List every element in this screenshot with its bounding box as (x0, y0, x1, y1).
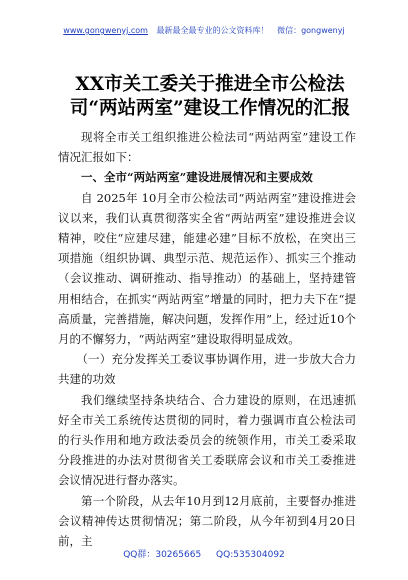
header-separator-2 (272, 26, 275, 35)
qq-number: QQ:535304092 (216, 550, 285, 560)
body-paragraph: 自 2025年 10月全市公检法司“两站两室”建设推进会议以来，我们认真贯彻落实全省“两站两室”建设推进会议精神，咬住“应建尽建，能建必建”目标不放松，在突出三项措施（组织协调、典型示范、规范运作）、抓实三个推动（会议推动、调研推动、指导推动）的基础上，坚持建管用相结合，在抓实“两站两室”增量的同时，把力夫下在“提高质量，完善措施，解决问题，发挥作用”上，经过近10个月的不懈努力，“两站两室”建设取得明显成效。 (58, 190, 356, 347)
site-link[interactable]: www.gongwenyj.com (63, 26, 148, 35)
body-paragraph-2: 我们继续坚持条块结合、合力建设的原则，在迅速抓好全市关工系统传达贯彻的同时，着力强调市直公检法司的行头作用和地方政法委员会的统领作用，市关工委采取分段推进的办法对贯彻省关工委联席会议和市关工委推进会议情况进行督办落实。 (58, 392, 356, 488)
page-header (0, 26, 408, 36)
intro-paragraph: 现将全市关工组织推进公检法司“两站两室”建设工作情况汇报如下： (58, 130, 356, 165)
subsection-heading: （一）充分发挥关工委议事协调作用，进一步放大合力共建的功效 (58, 352, 356, 387)
header-separator (151, 26, 154, 35)
document-title: XX市关工委关于推进全市公检法司“两站两室”建设工作情况的汇报 (69, 74, 351, 119)
page-footer (0, 547, 408, 560)
qq-group: QQ群：30265665 (123, 550, 202, 560)
section-heading: 一、全市“两站两室”建设进展情况和主要成效 (81, 170, 313, 185)
header-slogan: 最新最全最专业的公文资料库！ (156, 26, 269, 35)
header-wechat: 微信：gongwenyj (277, 26, 345, 35)
body-paragraph-3: 第一个阶段，从去年10月到12月底前，主要督办推进会议精神传达贯彻情况；第二阶段，从今年初到4月20日前，主 (58, 493, 356, 549)
document-body (58, 127, 356, 551)
